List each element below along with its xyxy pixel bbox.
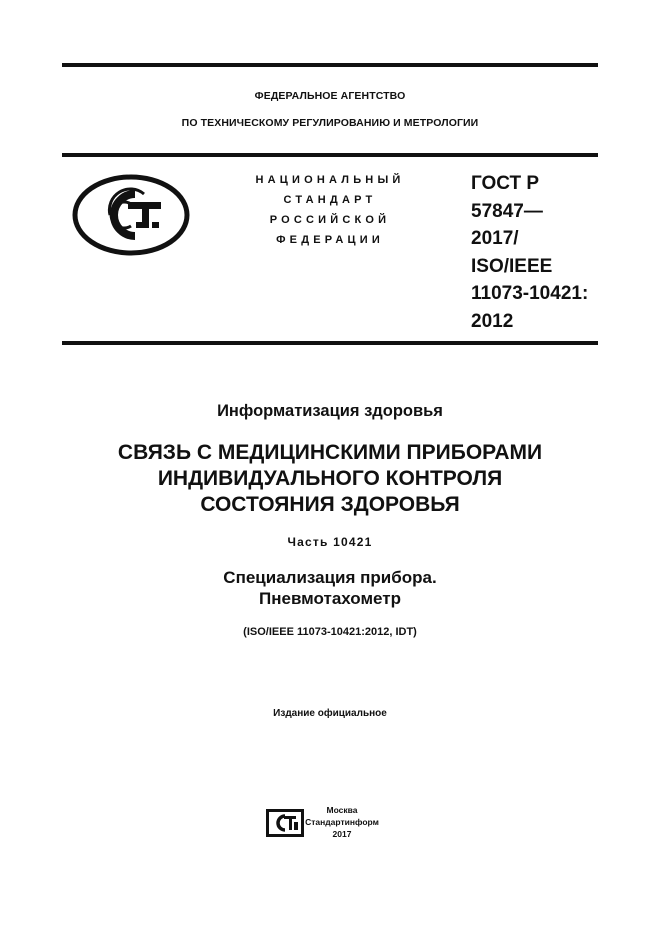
agency-line-1: ФЕДЕРАЛЬНОЕ АГЕНТСТВО <box>254 90 406 102</box>
gost-designation <box>471 170 601 335</box>
document-title <box>62 440 598 518</box>
specialization-title <box>62 567 598 609</box>
national-standard-line-1: НАЦИОНАЛЬНЫЙ <box>255 174 405 186</box>
top-rule <box>62 63 598 67</box>
iso-reference: (ISO/IEEE 11073-10421:2012, IDT) <box>243 626 417 638</box>
document-subtitle: Информатизация здоровья <box>217 402 443 420</box>
title-line-1: СВЯЗЬ С МЕДИЦИНСКИМИ ПРИБОРАМИ <box>117 441 543 464</box>
part-number: Часть 10421 <box>287 535 373 549</box>
agency-line-2: ПО ТЕХНИЧЕСКОМУ РЕГУЛИРОВАНИЮ И МЕТРОЛОГИИ <box>181 117 479 129</box>
standartinform-logo-icon <box>265 808 305 838</box>
national-standard-line-2: СТАНДАРТ <box>283 194 377 206</box>
spec-line-1: Специализация прибора. <box>223 568 437 587</box>
publisher-name: Стандартинформ <box>305 817 379 827</box>
national-standard-line-3: РОССИЙСКОЙ <box>269 214 391 226</box>
gost-line-4: ISO/IEEE <box>471 255 553 277</box>
publisher-city: Москва <box>326 805 358 815</box>
gost-line-3: 2017/ <box>471 228 519 249</box>
title-line-3: СОСТОЯНИЯ ЗДОРОВЬЯ <box>200 493 460 516</box>
header-rule <box>62 153 598 157</box>
gost-line-2: 57847— <box>471 200 543 222</box>
publisher-info <box>305 804 379 840</box>
gost-line-5: 11073-10421: <box>471 283 589 304</box>
national-standard-line-4: ФЕДЕРАЦИИ <box>276 234 384 246</box>
title-line-2: ИНДИВИДУАЛЬНОГО КОНТРОЛЯ <box>157 467 503 490</box>
edition-note: Издание официальное <box>273 708 387 719</box>
spec-line-2: Пневмотахометр <box>259 589 401 608</box>
publisher-year: 2017 <box>332 829 352 839</box>
gost-line-1: ГОСТ Р <box>471 173 540 194</box>
rst-gost-emblem-icon <box>72 174 190 256</box>
standard-block-rule <box>62 341 598 345</box>
gost-line-6: 2012 <box>471 310 514 332</box>
